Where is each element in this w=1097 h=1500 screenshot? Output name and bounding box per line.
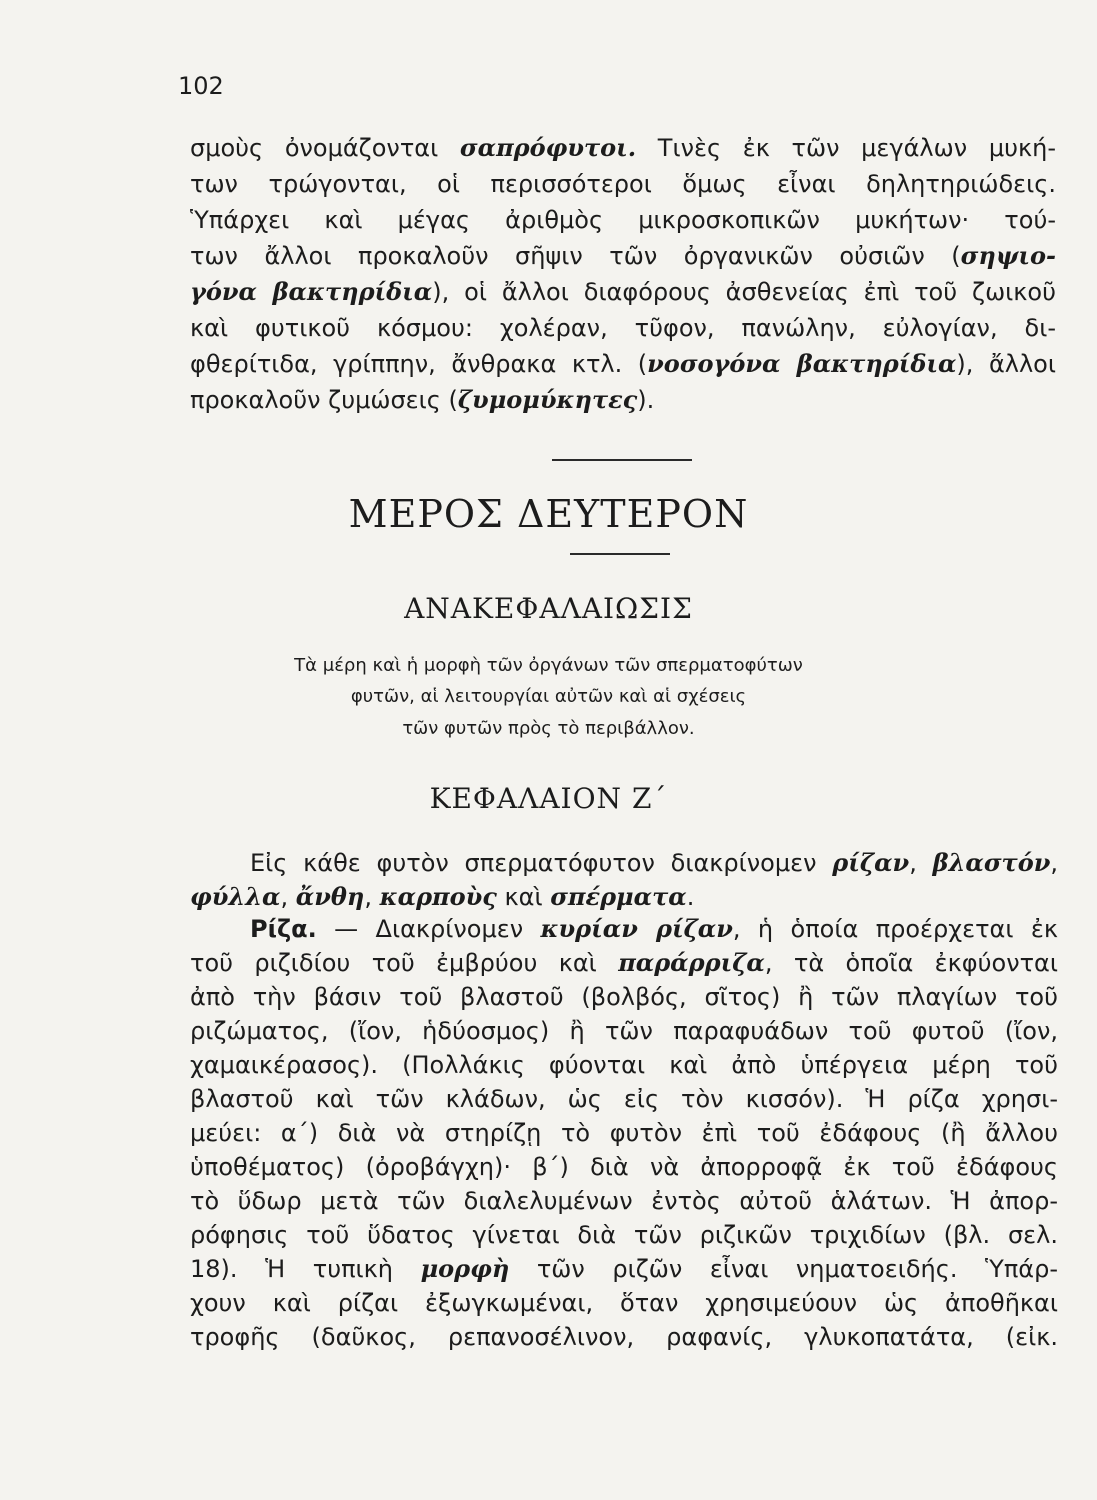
- text-line: [190, 312, 1056, 344]
- emphasis-term: ρίζαν: [832, 848, 910, 877]
- text-run: ρόφησις τοῦ ὕδατος γίνεται διὰ τῶν ριζικῶν τριχιδίων (βλ. σελ.: [190, 1221, 1058, 1249]
- text-run: χουν καὶ ρίζαι ἐξωγκωμέναι, ὅταν χρησιμεύουν ὡς ἀποθῆκαι: [190, 1289, 1058, 1317]
- text-line: [190, 240, 1056, 272]
- emphasis-term: παράρριζα: [618, 948, 765, 977]
- text-run: ).: [637, 386, 655, 414]
- text-run: ,: [1050, 849, 1059, 877]
- text-line: [190, 1151, 1058, 1183]
- page-number: 102: [178, 72, 224, 100]
- text-run: ριζώματος, (ἴον, ἡδύοσμος) ἢ τῶν παραφυάδων τοῦ φυτοῦ (ἴον,: [190, 1017, 1058, 1045]
- text-run: φθερίτιδα, γρίππην, ἄνθρακα κτλ. (: [190, 350, 648, 378]
- text-run: ), ἄλλοι: [956, 350, 1056, 378]
- summary-line: φυτῶν, αἱ λειτουργίαι αὐτῶν καὶ αἱ σχέσεις: [350, 686, 747, 707]
- emphasis-term: νοσογόνα βακτηρίδια: [647, 349, 957, 378]
- text-line: [190, 881, 1058, 913]
- chapter-title: ΚΕΦΑΛΑΙΟΝ Ζ΄: [429, 782, 668, 815]
- text-run: ,: [909, 849, 933, 877]
- summary-line: Τὰ μέρη καὶ ἡ μορφὴ τῶν ὀργάνων τῶν σπερματοφύτων: [294, 655, 803, 676]
- text-line: [250, 913, 1058, 945]
- text-line: [190, 276, 1056, 308]
- emphasis-term: ἄνθη: [295, 882, 365, 911]
- text-run: , ἡ ὁποία προέρχεται ἐκ: [732, 915, 1059, 943]
- emphasis-term: σπέρματα: [550, 882, 687, 911]
- text-run: καὶ: [496, 883, 551, 911]
- text-run: καὶ φυτικοῦ κόσμου: χολέραν, τῦφον, πανώλην, εὐλογίαν, δι-: [190, 314, 1056, 342]
- text-line: [190, 1253, 1058, 1285]
- text-run: βλαστοῦ καὶ τῶν κλάδων, ὡς εἰς τὸν κισσόν). Ἡ ρίζα χρησι-: [190, 1085, 1058, 1113]
- text-line: [190, 132, 1056, 164]
- text-run: ὑποθέματος) (ὀροβάγχη)· β΄) διὰ νὰ ἀπορροφᾷ ἐκ τοῦ ἐδάφους: [190, 1153, 1058, 1181]
- top-rule: [552, 459, 692, 461]
- text-run: των ἄλλοι προκαλοῦν σῆψιν τῶν ὀργανικῶν οὐσιῶν (: [190, 242, 961, 270]
- text-run: προκαλοῦν ζυμώσεις (: [190, 386, 458, 414]
- text-run: .: [686, 883, 695, 911]
- text-line: [190, 1321, 1058, 1353]
- text-line: [190, 1185, 1058, 1217]
- text-line: [190, 348, 1056, 380]
- text-run: ἀπὸ τὴν βάσιν τοῦ βλαστοῦ (βολβός, σῖτος) ἢ τῶν πλαγίων τοῦ: [190, 983, 1058, 1011]
- text-run: , τὰ ὁποῖα ἐκφύονται: [764, 949, 1058, 977]
- text-run: Εἰς κάθε φυτὸν σπερματόφυτον διακρίνομεν: [250, 849, 833, 877]
- emphasis-term: βλαστόν: [932, 848, 1051, 877]
- summary-line: τῶν φυτῶν πρὸς τὸ περιβάλλον.: [402, 718, 695, 739]
- text-line: [190, 1117, 1058, 1149]
- text-run: — Διακρίνομεν: [316, 915, 541, 943]
- emphasis-term: σηψιο-: [960, 241, 1056, 270]
- text-line: [190, 384, 1056, 416]
- emphasis-term: ζυμομύκητες: [457, 385, 638, 414]
- text-line: [190, 981, 1058, 1013]
- text-run: Τινὲς ἐκ τῶν μεγάλων μυκή-: [636, 134, 1056, 162]
- section-title: ΑΝΑΚΕΦΑΛΑΙΩΣΙΣ: [404, 592, 693, 625]
- text-run: σμοὺς ὀνομάζονται: [190, 134, 460, 162]
- text-line: [190, 947, 1058, 979]
- emphasis-term: φύλλα: [190, 882, 281, 911]
- text-run: χαμαικέρασος). (Πολλάκις φύονται καὶ ἀπὸ ὑπέργεια μέρη τοῦ: [190, 1051, 1058, 1079]
- text-run: ,: [280, 883, 296, 911]
- emphasis-term: κυρίαν ρίζαν: [540, 914, 733, 943]
- text-line: [190, 1049, 1058, 1081]
- emphasis-term: σαπρόφυτοι.: [459, 133, 637, 162]
- emphasis-term: καρποὺς: [379, 882, 497, 911]
- text-run: τὸ ὕδωρ μετὰ τῶν διαλελυμένων ἐντὸς αὐτοῦ ἁλάτων. Ἡ ἀπορ-: [190, 1187, 1058, 1215]
- text-run: 18). Ἡ τυπικὴ: [190, 1255, 421, 1283]
- text-run: ), οἱ ἄλλοι διαφόρους ἀσθενείας ἐπὶ τοῦ ζωικοῦ: [432, 278, 1057, 306]
- text-run: μεύει: α΄) διὰ νὰ στηρίζῃ τὸ φυτὸν ἐπὶ τοῦ ἐδάφους (ἢ ἄλλου: [190, 1119, 1058, 1147]
- bottom-rule: [570, 553, 670, 555]
- text-line: [190, 1219, 1058, 1251]
- part-title: ΜΕΡΟΣ ΔΕΥΤΕΡΟΝ: [348, 492, 749, 536]
- text-line: [250, 847, 1058, 879]
- text-line: [190, 168, 1056, 200]
- text-run: ,: [364, 883, 380, 911]
- paragraph-lead: Ρίζα.: [250, 915, 317, 943]
- text-line: [190, 204, 1056, 236]
- text-run: των τρώγονται, οἱ περισσότεροι ὅμως εἶναι δηλητηριώδεις.: [190, 170, 1056, 198]
- text-line: [190, 1015, 1058, 1047]
- text-line: [190, 1083, 1058, 1115]
- text-run: τοῦ ριζιδίου τοῦ ἐμβρύου καὶ: [190, 949, 619, 977]
- text-run: Ὑπάρχει καὶ μέγας ἀριθμὸς μικροσκοπικῶν μυκήτων· τού-: [190, 206, 1056, 234]
- text-run: τροφῆς (δαῦκος, ρεπανοσέλινον, ραφανίς, γλυκοπατάτα, (εἰκ.: [190, 1323, 1058, 1351]
- text-run: τῶν ριζῶν εἶναι νηματοειδής. Ὑπάρ-: [509, 1255, 1058, 1283]
- text-line: [190, 1287, 1058, 1319]
- emphasis-term: γόνα βακτηρίδια: [190, 277, 433, 306]
- emphasis-term: μορφὴ: [420, 1254, 510, 1283]
